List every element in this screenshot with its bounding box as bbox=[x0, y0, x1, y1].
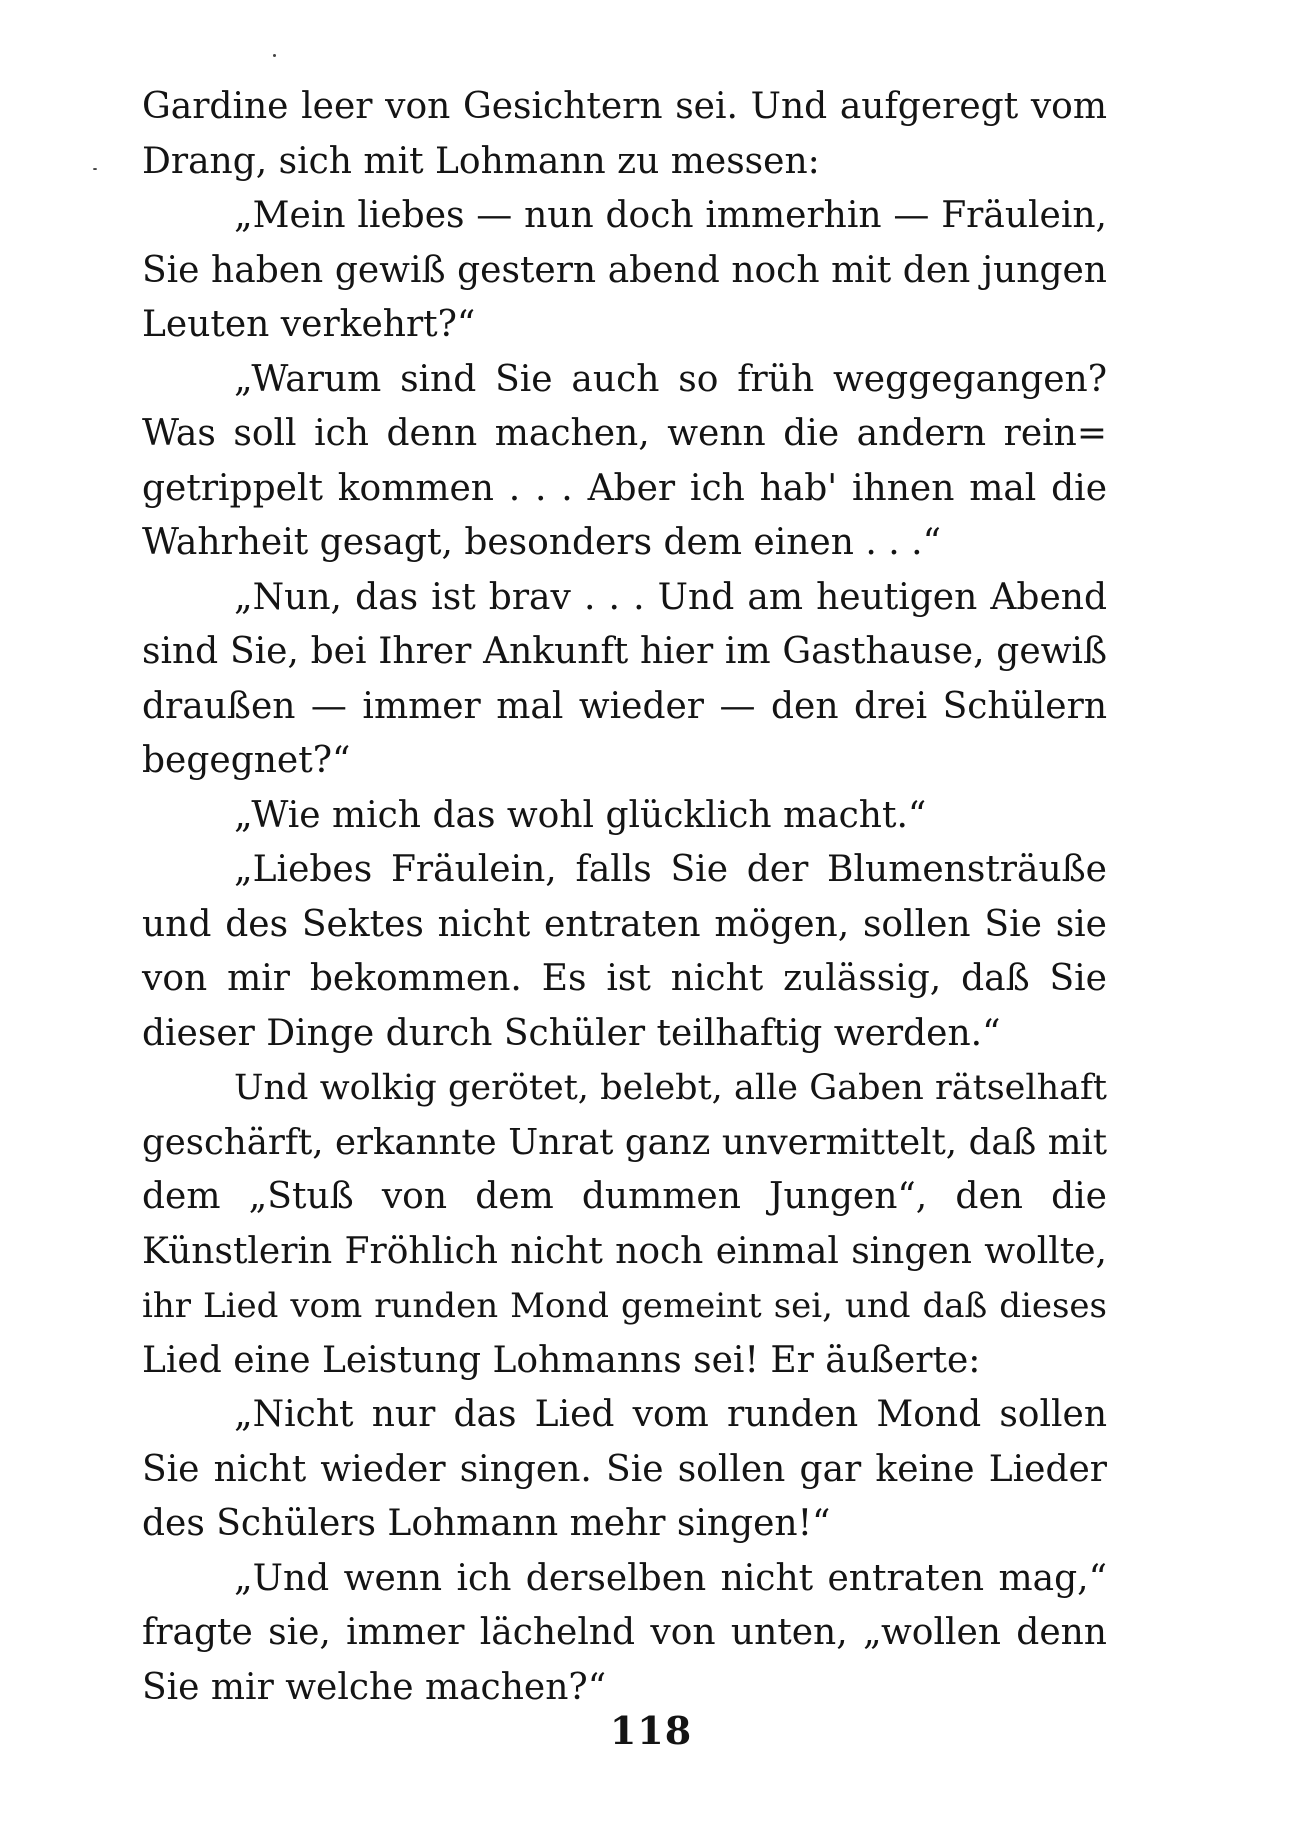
text-line: fragte sie, immer lächelnd von unten, „wollen denn bbox=[142, 1612, 1107, 1653]
text-line: begegnet?“ bbox=[142, 740, 351, 781]
text-line: Drang, sich mit Lohmann zu messen: bbox=[142, 140, 820, 182]
text-line: „Nicht nur das Lied vom runden Mond sollen bbox=[234, 1394, 1107, 1435]
text-line: „Und wenn ich derselben nicht entraten mag,“ bbox=[234, 1557, 1107, 1599]
text-line: draußen — immer mal wieder — den drei Schülern bbox=[142, 685, 1107, 727]
text-line: sind Sie, bei Ihrer Ankunft hier im Gasthause, gewiß bbox=[142, 631, 1107, 672]
text-line: und des Sektes nicht entraten mögen, sollen Sie sie bbox=[142, 903, 1107, 945]
text-line: ihr Lied vom runden Mond gemeint sei, und daß dieses bbox=[142, 1286, 1107, 1326]
text-line: dieser Dinge durch Schüler teilhaftig werden.“ bbox=[142, 1012, 1001, 1054]
text-line: dem „Stuß von dem dummen Jungen“, den die bbox=[142, 1176, 1107, 1217]
text-line: Lied eine Leistung Lohmanns sei! Er äußerte: bbox=[142, 1339, 981, 1381]
text-line: „Nun, das ist brav . . . Und am heutigen Abend bbox=[234, 576, 1107, 618]
text-line: Was soll ich denn machen, wenn die andern rein= bbox=[142, 413, 1107, 454]
text-line: getrippelt kommen . . . Aber ich hab' ihnen mal die bbox=[142, 467, 1107, 509]
page-number: 118 bbox=[609, 1708, 693, 1753]
text-line: Sie nicht wieder singen. Sie sollen gar keine Lieder bbox=[142, 1448, 1107, 1490]
text-line: Sie haben gewiß gestern abend noch mit den jungen bbox=[142, 249, 1107, 291]
text-line: Gardine leer von Gesichtern sei. Und aufgeregt vom bbox=[142, 86, 1107, 127]
text-line: des Schülers Lohmann mehr singen!“ bbox=[142, 1503, 831, 1544]
text-line: geschärft, erkannte Unrat ganz unvermittelt, daß mit bbox=[142, 1121, 1107, 1163]
text-line: Wahrheit gesagt, besonders dem einen . . .“ bbox=[142, 522, 941, 563]
text-line: „Warum sind Sie auch so früh weggegangen? bbox=[234, 358, 1107, 400]
text-line: Künstlerin Fröhlich nicht noch einmal singen wollte, bbox=[142, 1230, 1107, 1272]
text-line: „Mein liebes — nun doch immerhin — Fräulein, bbox=[234, 195, 1107, 236]
body-text bbox=[142, 80, 1107, 1715]
print-speck bbox=[93, 168, 97, 170]
text-line: „Wie mich das wohl glücklich macht.“ bbox=[234, 794, 927, 836]
print-speck bbox=[273, 54, 276, 57]
text-line: Und wolkig gerötet, belebt, alle Gaben rätselhaft bbox=[234, 1068, 1107, 1108]
text-line: „Liebes Fräulein, falls Sie der Blumensträuße bbox=[234, 849, 1107, 890]
text-line: von mir bekommen. Es ist nicht zulässig, daß Sie bbox=[142, 958, 1107, 999]
text-line: Leuten verkehrt?“ bbox=[142, 304, 476, 345]
text-line: Sie mir welche machen?“ bbox=[142, 1666, 607, 1708]
